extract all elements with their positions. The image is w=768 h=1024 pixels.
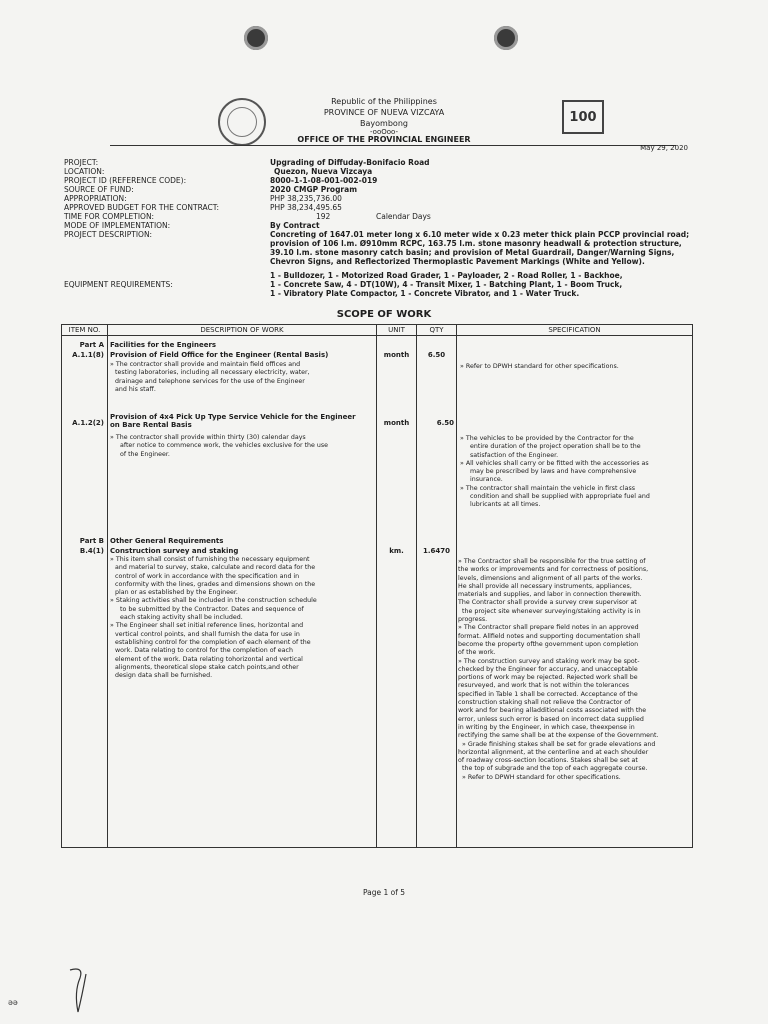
spec-line: of roadway cross-section locations. Stakes shall be set at xyxy=(458,757,638,765)
description-line: control of work in accordance with the specification and in xyxy=(115,572,300,580)
header-row-divider xyxy=(62,335,692,336)
specification-text xyxy=(460,435,688,510)
spec-line: resurveyed, and work that is not within the tolerances xyxy=(458,682,630,690)
spec-line: lubricants at all times. xyxy=(470,501,541,509)
letterhead-office: OFFICE OF THE PROVINCIAL ENGINEER xyxy=(297,135,471,144)
item-number: A.1.2(2) xyxy=(72,419,104,427)
source-of-fund-value: 2020 CMGP Program xyxy=(270,185,358,194)
item-title: Construction survey and staking xyxy=(110,547,239,555)
project-description-line: Concreting of 1647.01 meter long x 6.10 meter wide x 0.23 meter thick plain PCCP provincial road; xyxy=(270,230,690,239)
spec-line: materials and supplies, and labor in connection therewith. xyxy=(458,591,642,599)
spec-line: progress. xyxy=(458,616,488,624)
spec-line: » The contractor shall maintain the vehicle in first class xyxy=(460,484,636,492)
project-id-value: 8000-1-1-08-001-002-019 xyxy=(270,176,378,185)
spec-line: » The Contractor shall be responsible for the true setting of xyxy=(458,558,646,565)
description-line: element of the work. Data relating tohorizontal and vertical xyxy=(115,655,303,663)
document-date: May 29, 2020 xyxy=(640,144,688,152)
description-line: » The contractor shall provide within thirty (30) calendar days xyxy=(110,434,306,441)
spec-line: » The construction survey and staking work may be spot- xyxy=(458,657,640,665)
spec-line: may be prescribed by laws and have comprehensive xyxy=(470,468,637,476)
unit-value: month xyxy=(383,419,410,427)
equipment-line: 1 - Concrete Saw, 4 - DT(10W), 4 - Transit Mixer, 1 - Batching Plant, 1 - Boom Truck, xyxy=(270,280,623,289)
appropriation-value: PHP 38,235,736.00 xyxy=(270,194,342,203)
equipment-label: EQUIPMENT REQUIREMENTS: xyxy=(64,280,173,289)
spec-line: specified in Table 1 shall be corrected. Acceptance of the xyxy=(458,690,638,698)
spec-line: » All vehicles shall carry or be fitted with the accessories as xyxy=(460,459,649,467)
spec-line: of the work. xyxy=(458,649,496,657)
spec-line: the works or improvements and for correctness of positions, xyxy=(458,566,649,574)
centennial-logo: 100 xyxy=(562,100,604,134)
unit-value: km. xyxy=(389,547,404,555)
margin-mark: ǝǝ xyxy=(8,998,18,1007)
spec-line: levels, dimensions and alignment of all parts of the works. xyxy=(458,574,643,582)
project-label: PROJECT: xyxy=(64,158,99,167)
letterhead-rule xyxy=(110,145,676,146)
mode-label: MODE OF IMPLEMENTATION: xyxy=(64,221,171,230)
column-divider xyxy=(107,325,108,847)
abc-label: APPROVED BUDGET FOR THE CONTRACT: xyxy=(64,203,220,212)
item-description xyxy=(110,434,372,459)
letterhead-republic: Republic of the Philippines xyxy=(331,97,437,106)
abc-value: PHP 38,234,495.65 xyxy=(270,203,342,212)
project-description-label: PROJECT DESCRIPTION: xyxy=(64,230,153,239)
appropriation-label: APPROPRIATION: xyxy=(64,194,127,203)
column-header-description: DESCRIPTION OF WORK xyxy=(200,326,284,334)
description-line: » The Engineer shall set initial reference lines, horizontal and xyxy=(110,622,304,630)
project-value: Upgrading of Diffuday-Bonifacio Road xyxy=(270,158,430,167)
spec-line: satisfaction of the Engineer. xyxy=(470,451,559,459)
mode-value: By Contract xyxy=(270,221,320,230)
description-line: plan or as established by the Engineer. xyxy=(115,589,238,597)
part-b-title: Other General Requirements xyxy=(110,537,224,545)
qty-value: 1.6470 xyxy=(422,547,450,555)
column-header-item: ITEM NO. xyxy=(68,326,101,334)
scope-table xyxy=(61,324,693,848)
item-number: B.4(1) xyxy=(79,547,104,555)
equipment-line: 1 - Vibratory Plate Compactor, 1 - Concrete Vibrator, and 1 - Water Truck. xyxy=(270,289,580,298)
equipment-line: 1 - Bulldozer, 1 - Motorized Road Grader, 1 - Payloader, 2 - Road Roller, 1 - Backhoe, xyxy=(270,271,623,280)
spec-line: become the property ofthe government upon completion xyxy=(458,640,639,648)
column-header-qty: QTY xyxy=(429,326,444,334)
specification-text: » Refer to DPWH standard for other specifications. xyxy=(460,363,619,370)
item-description xyxy=(110,556,372,680)
letterhead-city: Bayombong xyxy=(360,119,408,128)
scope-title: SCOPE OF WORK xyxy=(336,309,432,320)
spec-line: in writing by the Engineer, in which case, theexpense in xyxy=(458,723,635,731)
handwritten-mark xyxy=(64,966,92,1016)
spec-line: horizontal alignment, at the centerline and at each shoulder xyxy=(458,748,649,756)
punch-hole-right xyxy=(494,26,518,50)
column-header-unit: UNIT xyxy=(388,326,405,334)
qty-value: 6.50 xyxy=(436,419,454,427)
specification-text xyxy=(458,558,690,782)
description-line: conformity with the lines, grades and dimensions shown on the xyxy=(115,580,316,588)
spec-line: The Contractor shall provide a survey crew supervisor at xyxy=(458,599,637,607)
location-value: Quezon, Nueva Vizcaya xyxy=(274,167,373,176)
description-line: » This item shall consist of furnishing the necessary equipment xyxy=(110,556,310,563)
spec-line: insurance. xyxy=(470,476,503,484)
project-description-line: Chevron Signs, and Reflectorized Thermoplastic Pavement Markings (White and Yellow). xyxy=(270,257,645,266)
spec-line: » The Contractor shall prepare field notes in an approved xyxy=(458,624,639,632)
spec-line: construction staking shall not relieve the Contractor of xyxy=(458,699,631,707)
spec-line: portions of work may be rejected. Rejected work shall be xyxy=(458,674,638,682)
column-divider xyxy=(376,325,377,847)
letterhead-province: PROVINCE OF NUEVA VIZCAYA xyxy=(323,108,445,117)
part-b-label: Part B xyxy=(79,537,104,545)
spec-line: the project site whenever surveying/staking activity is in xyxy=(462,607,641,615)
spec-line: entire duration of the project operation shall be to the xyxy=(470,443,641,451)
description-line: testing laboratories, including all necessary electricity, water, xyxy=(115,369,310,377)
description-line: of the Engineer. xyxy=(120,450,170,458)
description-line: establishing control for the completion of each element of the xyxy=(115,638,311,646)
time-label: TIME FOR COMPLETION: xyxy=(64,212,155,221)
unit-value: month xyxy=(383,351,410,359)
project-description-line: 39.10 l.m. stone masonry catch basin; and provision of Metal Guardrail, Danger/Warning Signs, xyxy=(270,248,675,257)
spec-line: rectifying the same shall be at the expense of the Government. xyxy=(458,732,659,740)
spec-line: He shall provide all necessary instruments, appliances, xyxy=(458,582,632,590)
spec-line: the top of subgrade and the top of each aggregate course. xyxy=(462,765,648,773)
column-divider xyxy=(456,325,457,847)
item-description xyxy=(110,361,372,394)
part-a-title: Facilities for the Engineers xyxy=(110,341,217,349)
column-divider xyxy=(416,325,417,847)
location-label: LOCATION: xyxy=(64,167,105,176)
description-line: after notice to commence work, the vehicles exclusive for the use xyxy=(120,442,329,450)
description-line: drainage and telephone services for the use of the Engineer xyxy=(115,377,305,385)
description-line: design data shall be furnished. xyxy=(115,672,213,680)
project-id-label: PROJECT ID (REFERENCE CODE): xyxy=(64,176,187,185)
description-line: and material to survey, stake, calculate and record data for the xyxy=(115,564,316,572)
punch-hole-left xyxy=(244,26,268,50)
project-description-line: provision of 106 l.m. Ø910mm RCPC, 163.75 l.m. stone masonry headwall & protection structure, xyxy=(270,239,682,248)
spec-line: format. Allfield notes and supporting documentation shall xyxy=(458,632,640,640)
item-number: A.1.1(8) xyxy=(72,351,104,359)
letterhead-separator: -ooOoo- xyxy=(370,128,398,136)
description-line: vertical control points, and shall furnish the data for use in xyxy=(115,630,300,638)
item-title: Provision of 4x4 Pick Up Type Service Vehicle for the Engineer on Bare Rental Basis xyxy=(110,413,356,430)
spec-line: error, unless such error is based on incorrect data supplied xyxy=(458,715,644,723)
spec-line: » Refer to DPWH standard for other specifications. xyxy=(462,773,621,781)
page-number: Page 1 of 5 xyxy=(362,888,406,897)
description-line: each staking activity shall be included. xyxy=(120,614,243,622)
spec-line: » Grade finishing stakes shall be set for grade elevations and xyxy=(462,740,656,748)
description-line: » The contractor shall provide and maintain field offices and xyxy=(110,361,301,368)
time-unit: Calendar Days xyxy=(376,212,431,221)
description-line: » Staking activities shall be included in the construction schedule xyxy=(110,597,317,605)
source-of-fund-label: SOURCE OF FUND: xyxy=(64,185,134,194)
spec-line: » The vehicles to be provided by the Contractor for the xyxy=(460,435,634,442)
spec-line: work and for bearing alladditional costs associated with the xyxy=(458,707,647,715)
column-header-specification: SPECIFICATION xyxy=(548,326,601,334)
qty-value: 6.50 xyxy=(427,351,446,359)
description-line: alignments, theoretical slope stake catch points,and other xyxy=(115,663,299,671)
description-line: and his staff. xyxy=(115,385,156,393)
description-line: to be submitted by the Contractor. Dates and sequence of xyxy=(120,605,304,613)
time-days: 192 xyxy=(316,212,331,221)
item-title: Provision of Field Office for the Engineer (Rental Basis) xyxy=(110,351,329,359)
spec-line: checked by the Engineer for accuracy, and unacceptable xyxy=(458,665,638,673)
part-a-label: Part A xyxy=(79,341,104,349)
spec-line: condition and shall be supplied with appropriate fuel and xyxy=(470,493,650,501)
description-line: work. Data relating to control for the completion of each xyxy=(115,647,293,655)
